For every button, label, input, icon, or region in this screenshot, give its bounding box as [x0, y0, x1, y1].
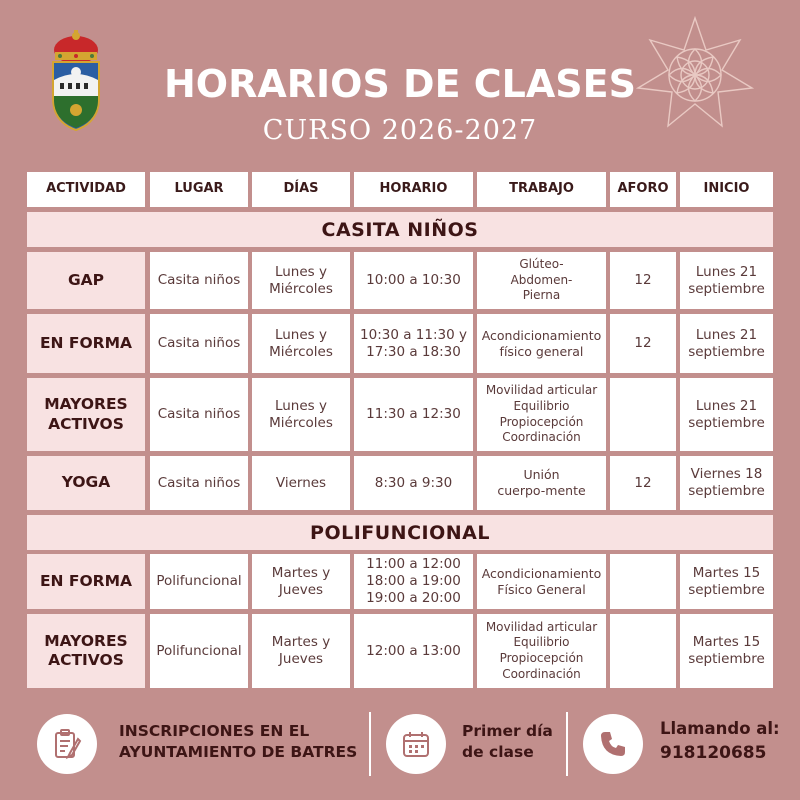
column-header-inicio: INICIO	[680, 172, 773, 207]
cell-line: Físico General	[497, 581, 586, 597]
cell-line: GAP	[67, 270, 105, 289]
cell-line: ACTIVOS	[48, 414, 124, 433]
cell-content	[375, 475, 453, 492]
footer-first-day-line: de clase	[462, 742, 534, 761]
column-header-lugar: LUGAR	[150, 172, 248, 207]
cell-content	[482, 566, 602, 597]
cell-line: 8:30 a 9:30	[374, 474, 453, 491]
cell-horario	[354, 554, 473, 609]
phone-icon	[583, 714, 643, 774]
cell-line: Equilibrio	[513, 635, 570, 650]
cell-line: MAYORES	[44, 631, 128, 650]
cell-horario	[354, 378, 473, 451]
cell-aforo	[610, 456, 676, 510]
cell-trabajo	[477, 252, 606, 309]
cell-line: Martes 15	[692, 564, 761, 581]
cell-lugar	[150, 252, 248, 309]
cell-content	[486, 383, 597, 445]
footer-divider	[369, 712, 371, 776]
cell-line: Miércoles	[269, 280, 333, 297]
cell-horario	[354, 252, 473, 309]
cell-line: Jueves	[278, 581, 324, 598]
cell-line: 18:00 a 19:00	[366, 573, 461, 590]
column-header-actividad: ACTIVIDAD	[27, 172, 145, 207]
cell-content	[269, 264, 333, 298]
cell-line: Glúteo-	[519, 257, 564, 272]
section-header: CASITA NIÑOS	[27, 212, 773, 247]
footer-phone-label: Llamando al:	[660, 719, 780, 738]
cell-content: Casita niños	[157, 474, 241, 491]
cell-aforo	[610, 252, 676, 309]
cell-line: septiembre	[688, 280, 765, 297]
cell-trabajo	[477, 378, 606, 451]
cell-content	[40, 334, 132, 353]
cell-line: 10:30 a 11:30 y	[360, 326, 467, 343]
cell-inicio	[680, 456, 773, 510]
cell-actividad	[27, 314, 145, 373]
cell-content	[269, 327, 333, 361]
footer-registration	[119, 721, 357, 763]
footer-first-day	[462, 721, 553, 763]
cell-content	[688, 327, 765, 361]
cell-content: 12	[634, 474, 652, 491]
cell-line: Miércoles	[269, 414, 333, 431]
cell-lugar	[150, 614, 248, 688]
cell-line: Movilidad articular	[485, 619, 598, 634]
cell-content	[366, 643, 461, 660]
cell-horario	[354, 614, 473, 688]
cell-content	[44, 632, 127, 671]
cell-content	[486, 620, 597, 682]
cell-horario	[354, 314, 473, 373]
cell-content	[360, 327, 467, 361]
cell-content	[272, 565, 330, 599]
calendar-icon	[386, 714, 446, 774]
footer-divider	[566, 712, 568, 776]
cell-horario	[354, 456, 473, 510]
cell-dias	[252, 378, 350, 451]
cell-content	[44, 395, 127, 434]
cell-content: Casita niños	[157, 335, 241, 352]
page-title: HORARIOS DE CLASES	[163, 62, 636, 106]
cell-line: septiembre	[688, 483, 765, 499]
cell-actividad	[27, 252, 145, 309]
cell-trabajo	[477, 456, 606, 510]
cell-line: septiembre	[688, 414, 765, 431]
cell-line: Acondicionamiento	[481, 327, 602, 343]
cell-line: Lunes y	[274, 263, 327, 280]
section-header: POLIFUNCIONAL	[27, 515, 773, 550]
cell-dias	[252, 554, 350, 609]
cell-line: Martes y	[271, 564, 331, 581]
cell-content: Polifuncional	[156, 573, 242, 590]
cell-line: ACTIVOS	[48, 651, 124, 669]
cell-line: Lunes y	[274, 397, 327, 414]
cell-inicio	[680, 252, 773, 309]
cell-line: Coordinación	[502, 430, 581, 445]
cell-dias	[252, 252, 350, 309]
cell-dias	[252, 614, 350, 688]
footer-phone	[660, 717, 780, 766]
cell-actividad	[27, 456, 145, 510]
cell-line: EN FORMA	[39, 333, 133, 352]
cell-inicio	[680, 614, 773, 688]
cell-trabajo	[477, 314, 606, 373]
cell-content	[276, 475, 326, 492]
cell-content	[366, 406, 461, 423]
cell-content: 12	[634, 335, 652, 352]
cell-content: Polifuncional	[156, 642, 242, 659]
cell-line: EN FORMA	[39, 571, 133, 590]
cell-lugar	[150, 456, 248, 510]
cell-aforo	[610, 614, 676, 688]
cell-line: Jueves	[278, 651, 324, 667]
cell-line: Equilibrio	[513, 398, 570, 413]
cell-content	[688, 264, 765, 298]
cell-line: Coordinación	[502, 666, 581, 681]
cell-line: 10:00 a 10:30	[366, 272, 461, 289]
cell-line: Viernes 18	[690, 466, 763, 483]
cell-lugar	[150, 554, 248, 609]
cell-line: 11:30 a 12:30	[366, 406, 461, 423]
cell-trabajo	[477, 614, 606, 688]
page-subtitle: CURSO 2026-2027	[262, 115, 538, 146]
cell-inicio	[680, 314, 773, 373]
cell-dias	[252, 314, 350, 373]
cell-lugar	[150, 378, 248, 451]
cell-line: MAYORES	[44, 395, 128, 414]
cell-aforo	[610, 378, 676, 451]
cell-line: Propiocepción	[499, 651, 584, 665]
cell-inicio	[680, 378, 773, 451]
cell-content	[688, 466, 765, 500]
cell-line: cuerpo-mente	[497, 483, 586, 498]
cell-content	[688, 398, 765, 432]
cell-line: físico general	[499, 343, 584, 359]
cell-actividad	[27, 378, 145, 451]
cell-content	[62, 473, 111, 492]
cell-inicio	[680, 554, 773, 609]
cell-line: Martes 15	[692, 634, 761, 651]
footer-first-day-line: Primer día	[462, 722, 553, 740]
cell-content	[40, 572, 132, 591]
cell-line: septiembre	[688, 581, 765, 598]
cell-line: Propiocepción	[499, 414, 584, 429]
cell-line: Unión	[523, 467, 560, 483]
cell-actividad	[27, 614, 145, 688]
cell-content	[269, 398, 333, 432]
column-header-dias: DÍAS	[252, 172, 350, 207]
cell-line: Acondicionamiento	[481, 565, 602, 581]
cell-line: YOGA	[61, 473, 111, 492]
footer-registration-line: AYUNTAMIENTO DE BATRES	[119, 742, 358, 761]
cell-content: Casita niños	[157, 406, 241, 423]
cell-line: Lunes 21	[695, 326, 758, 343]
cell-line: 11:00 a 12:00	[366, 556, 461, 573]
cell-line: Miércoles	[269, 343, 333, 360]
cell-lugar	[150, 314, 248, 373]
cell-line: Viernes	[275, 474, 327, 491]
cell-content	[366, 556, 461, 607]
column-header-horario: HORARIO	[354, 172, 473, 207]
cell-line: Lunes 21	[695, 263, 758, 280]
cell-line: Movilidad articular	[485, 383, 598, 398]
cell-line: Lunes 21	[695, 397, 758, 414]
column-header-aforo: AFORO	[610, 172, 676, 207]
cell-dias	[252, 456, 350, 510]
cell-content	[688, 634, 765, 668]
footer-registration-line: INSCRIPCIONES EN EL	[119, 722, 310, 740]
cell-content	[497, 467, 585, 498]
cell-line: Martes y	[271, 634, 331, 651]
cell-line: Abdomen-	[510, 272, 573, 287]
cell-content: Casita niños	[157, 272, 241, 289]
cell-line: 12:00 a 13:00	[366, 642, 461, 659]
cell-line: 17:30 a 18:30	[366, 343, 461, 360]
cell-content	[68, 271, 104, 290]
cell-line: Pierna	[522, 288, 561, 303]
cell-aforo	[610, 554, 676, 609]
cell-content	[366, 272, 461, 289]
cell-content	[272, 634, 330, 668]
clipboard-pen-icon	[37, 714, 97, 774]
column-header-trabajo: TRABAJO	[477, 172, 606, 207]
cell-actividad	[27, 554, 145, 609]
cell-content	[688, 565, 765, 599]
cell-content	[511, 257, 573, 304]
cell-trabajo	[477, 554, 606, 609]
cell-line: septiembre	[688, 651, 765, 667]
cell-line: 19:00 a 20:00	[366, 589, 461, 606]
cell-content: 12	[634, 272, 652, 289]
cell-aforo	[610, 314, 676, 373]
cell-content	[482, 328, 602, 359]
footer-phone-number: 918120685	[660, 742, 767, 763]
cell-line: septiembre	[688, 343, 765, 360]
cell-line: Lunes y	[274, 326, 327, 343]
